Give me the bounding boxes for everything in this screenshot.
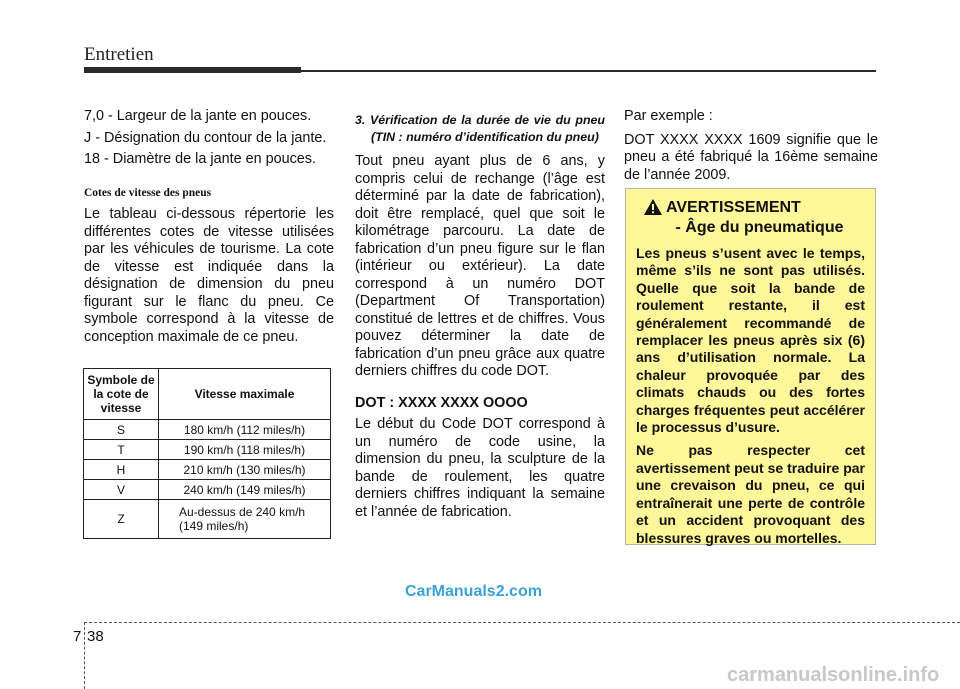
table-cell-speed: 210 km/h (130 miles/h) (159, 460, 331, 480)
example-label: Par exemple : (624, 108, 713, 124)
table-row (84, 500, 331, 539)
table-header-speed: Vitesse maximale (159, 369, 331, 420)
warning-title-row (636, 199, 865, 217)
tin-paragraph: Tout pneu ayant plus de 6 ans, y compris celui de rechange (l’âge est déterminé par la date de fabrication), doit être remplacé, quel que soit le kilométrage parcouru. La date de fabrication d’un pneu figure sur le flan (intérieur ou extérieur). La date correspond à un numéro DOT (Department Of Transportation) constitué de lettres et de chiffres. Vous pouvez déterminer la date de fabrication d’un pneu grâce aux quatre derniers chiffres du code DOT. (355, 153, 605, 379)
table-header-row (84, 369, 331, 420)
section-number: 7 (73, 628, 82, 645)
dot-explanation: Le début du Code DOT correspond à un numéro de code usine, la dimension du pneu, la sculpture de la bande de roulement, les quatre derniers chiffres indiquant la semaine et l’année de fabrication. (355, 416, 605, 520)
table-cell-symbol: H (84, 460, 159, 480)
warning-paragraph-1: Les pneus s’usent avec le temps, même s’ils ne sont pas utilisés. Quelle que soit la bande de roulement restante, il est généralement recommandé de remplacer les pneus après six (6) ans d’utilisation normale. La chaleur provoquée par des climats chauds ou des fortes charges fréquentes peut accélérer le processus d’usure. (636, 245, 865, 436)
page-number: 38 (87, 628, 104, 645)
table-cell-symbol: V (84, 480, 159, 500)
warning-triangle-icon (644, 199, 662, 215)
speed-ratings-heading: Cotes de vitesse des pneus (84, 186, 212, 199)
footer-rule (84, 622, 960, 623)
footer-divider (84, 622, 85, 689)
table-cell-symbol: T (84, 440, 159, 460)
rim-width-line: 7,0 - Largeur de la jante en pouces. (84, 108, 312, 124)
table-row (84, 440, 331, 460)
table-cell-symbol: Z (84, 500, 159, 539)
dot-code: DOT : XXXX XXXX OOOO (355, 394, 528, 411)
page-header-title: Entretien (84, 44, 154, 65)
rim-contour-line: J - Désignation du contour de la jante. (84, 129, 327, 146)
header-rule (301, 70, 876, 72)
warning-title: AVERTISSEMENT (666, 199, 801, 216)
column-left (84, 108, 334, 346)
rim-diameter-line: 18 - Diamètre de la jante en pouces. (84, 151, 316, 167)
column-middle (355, 112, 605, 521)
column-right (624, 108, 878, 184)
brand-watermark[interactable]: CarManuals2.com (405, 583, 542, 600)
table-row (84, 460, 331, 480)
warning-subtitle: - Âge du pneumatique (675, 219, 844, 236)
table-cell-speed: 240 km/h (149 miles/h) (159, 480, 331, 500)
speed-ratings-paragraph: Le tableau ci-dessous répertorie les différentes cotes de vitesse utilisées par les véhicules de tourisme. La cote de vitesse est indiquée dans la désignation de dimension du pneu figurant sur le flanc du pneu. Ce symbole correspond à la vitesse de conception maximale de ce pneu. (84, 206, 334, 345)
speed-rating-table (83, 368, 331, 539)
warning-box (625, 188, 876, 545)
table-row (84, 480, 331, 500)
table-cell-speed: 190 km/h (118 miles/h) (159, 440, 331, 460)
table-header-symbol: Symbole de la cote de vitesse (84, 369, 159, 420)
table-row (84, 420, 331, 440)
warning-paragraph-2: Ne pas respecter cet avertissement peut se traduire par une crevaison du pneu, ce qui entraînerait une perte de contrôle et un accident provoquant des blessures graves ou mortelles. (636, 442, 865, 546)
header-bar (84, 67, 301, 73)
table-cell-speed: Au-dessus de 240 km/h (149 miles/h) (159, 500, 331, 539)
table-cell-symbol: S (84, 420, 159, 440)
site-watermark: carmanualsonline.info (727, 664, 940, 686)
example-text: DOT XXXX XXXX 1609 signifie que le pneu a été fabriqué la 16ème semaine de l’année 2009. (624, 131, 878, 183)
tin-heading: 3. Vérification de la durée de vie du pneu (TIN : numéro d’identification du pneu) (355, 113, 605, 144)
table-cell-speed: 180 km/h (112 miles/h) (159, 420, 331, 440)
